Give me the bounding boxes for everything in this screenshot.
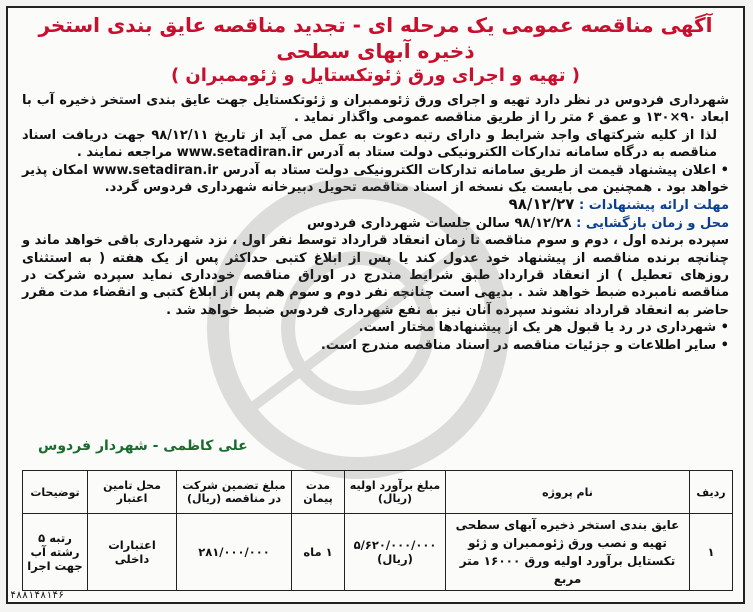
deadline-value: ۹۸/۱۲/۲۷ <box>508 195 575 214</box>
cell-project: عایق بندی استخر ذخیره آبهای سطحی تهیه و نصب ورق ژئوممبران و ژئو تکستایل برآورد اولیه ورق ۱۶۰۰۰ متر مربع <box>446 514 690 591</box>
col-project: نام پروژه <box>446 471 690 514</box>
deadline-label: مهلت ارائه پیشنهادات : <box>578 198 729 214</box>
col-notes: توضیحات <box>23 471 88 514</box>
ad-frame <box>6 6 745 604</box>
col-duration: مدت پیمان <box>292 471 345 514</box>
cell-duration: ۱ ماه <box>292 514 345 591</box>
cell-funding: اعتبارات داخلی <box>88 514 177 591</box>
ad-code: ۴۸۸۱۴۸۱۴۶ <box>10 590 65 601</box>
ad-subtitle: ( تهیه و اجرای ورق ژئوتکستایل و ژئوممبران ) <box>170 65 581 86</box>
cell-notes: رتبه ۵ رشته آب جهت اجرا <box>23 514 88 591</box>
deadline-line <box>22 196 729 214</box>
col-estimate: مبلغ برآورد اولیه (ریال) <box>345 471 446 514</box>
opening-line <box>22 215 729 232</box>
paragraph-deposit: سپرده برنده اول ، دوم و سوم مناقصه تا زمان انعقاد قرارداد توسط نفر اول ، نزد شهرداری باقی خواهد ماند و چنانچه برنده مناقصه از پیشنهاد خود عدول کند یا پس از ابلاغ کتبی حداکثر پس از یک هفته ( به استثنای روزهای تعطیل ) از انعقاد قرارداد طبق شرایط مندرج در اوراق مناقصه خودداری نماید سپرده شرکت در مناقصه نامبرده ضبط خواهد شد . بدیهی است چنانچه نفر دوم و سوم هم پس از ابلاغ کتبی و انقضاء مدت مقرر حاضر به انعقاد قرارداد نشوند سپرده آنان نیز به نفع شهرداری فردوس ضبط خواهد شد . <box>22 233 729 318</box>
paragraph-intro: شهرداری فردوس در نظر دارد تهیه و اجرای ورق ژئوممبران و ژئوتکستایل جهت عایق بندی استخر ذخیره آب با ابعاد ۹۰×۱۳۰ و عمق ۶ متر را از طریق مناقصه عمومی واگذار نماید . <box>22 93 729 126</box>
cell-index: ۱ <box>690 514 733 591</box>
paragraph-invitation: لذا از کلیه شرکتهای واجد شرایط و دارای رتبه دعوت به عمل می آید از تاریخ ۹۸/۱۲/۱۱ جهت دریافت اسناد مناقصه به درگاه سامانه تدارکات الکترونیکی دولت ستاد به آدرس www.setadiran.ir مراجعه نمایند . <box>22 127 717 161</box>
paragraph-details: • سایر اطلاعات و جزئیات مناقصه در اسناد مناقصه مندرج است. <box>22 337 729 354</box>
signature: علی کاظمی - شهردار فردوس <box>38 438 248 454</box>
col-index: ردیف <box>690 471 733 514</box>
ad-body <box>8 88 743 354</box>
paragraph-submission: • اعلان پیشنهاد قیمت از طریق سامانه تدارکات الکترونیکی دولت ستاد به آدرس www.setadiran.ir امکان پذیر خواهد بود . همچنین می بایست یک نسخه از اسناد مناقصه تحویل دبیرخانه شهرداری فردوس گردد. <box>22 162 729 197</box>
col-guarantee: مبلغ تضمین شرکت در مناقصه (ریال) <box>177 471 292 514</box>
col-funding: محل تامین اعتبار <box>88 471 177 514</box>
table-row <box>23 514 733 591</box>
opening-value: ۹۸/۱۲/۲۸ سالن جلسات شهرداری فردوس <box>307 215 572 231</box>
ad-title: آگهی مناقصه عمومی یک مرحله ای - تجدید مناقصه عایق بندی استخر ذخیره آبهای سطحی <box>38 13 713 63</box>
cell-estimate: ۵/۶۲۰/۰۰۰/۰۰۰ (ریال) <box>345 514 446 591</box>
cell-guarantee: ۲۸۱/۰۰۰/۰۰۰ <box>177 514 292 591</box>
opening-label: محل و زمان بازگشایی : <box>576 215 729 231</box>
table-header-row <box>23 471 733 514</box>
tender-table <box>22 470 733 591</box>
paragraph-right: • شهرداری در رد یا قبول هر یک از پیشنهادها مختار است. <box>22 319 729 336</box>
